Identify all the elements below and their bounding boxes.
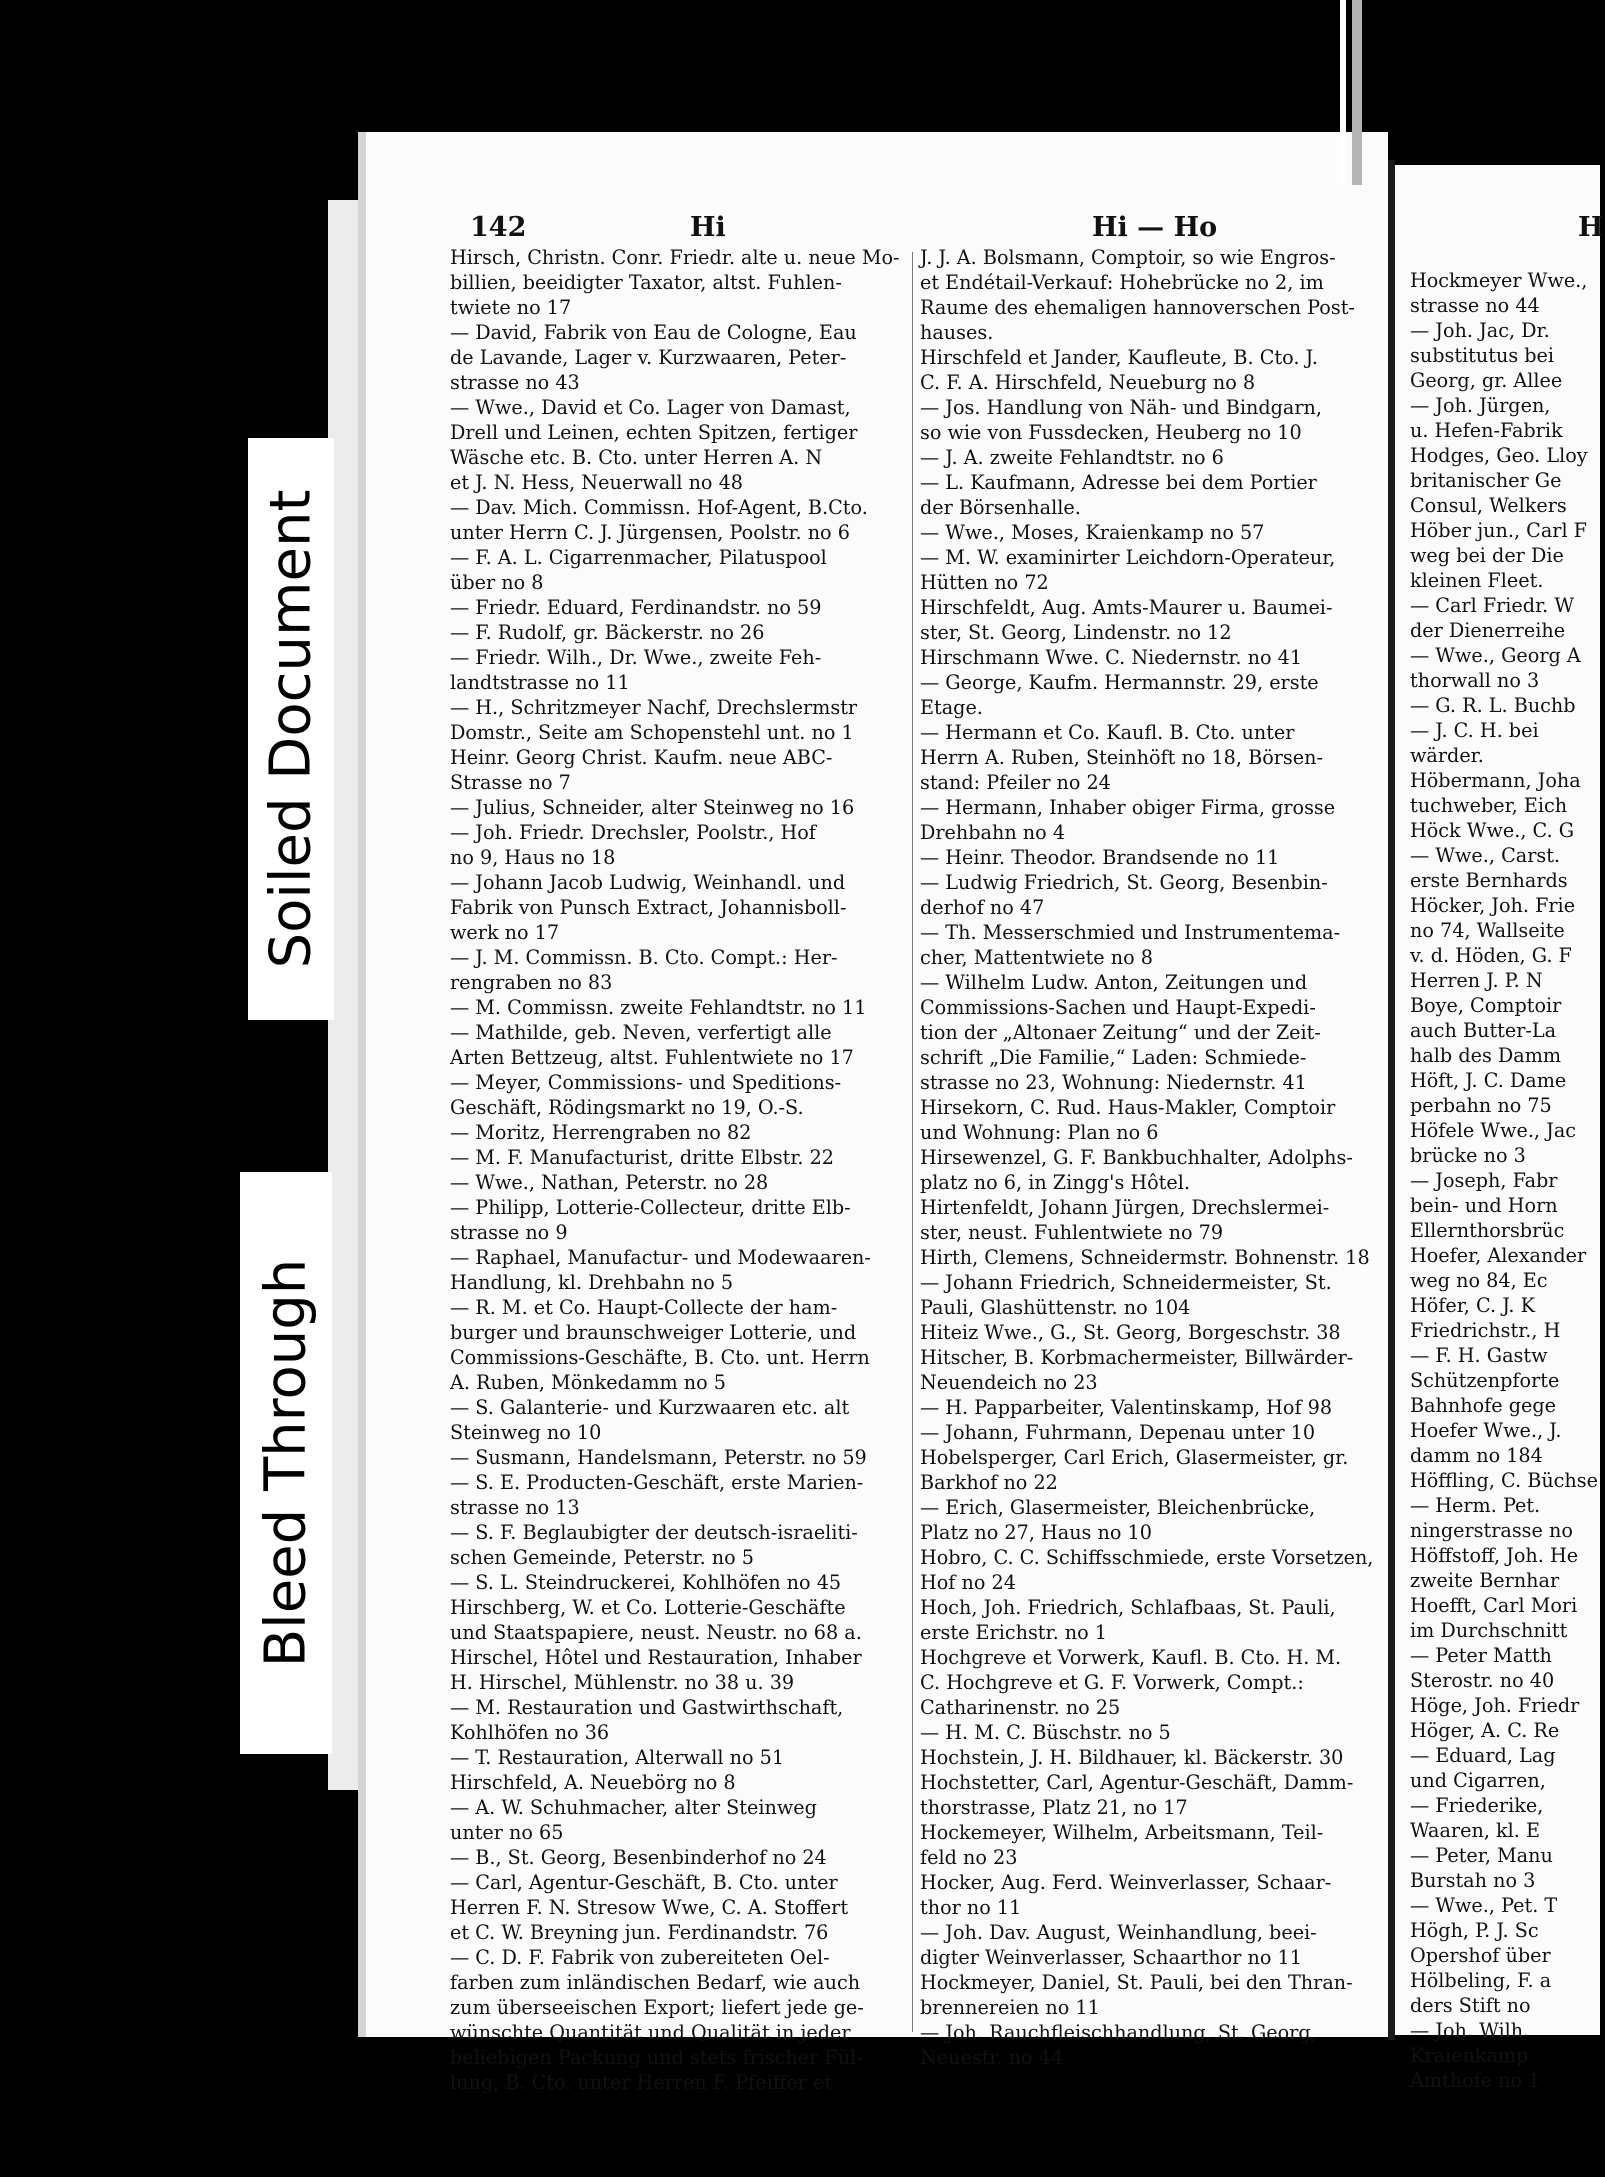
directory-line: derhof no 47 — [920, 896, 1045, 919]
directory-line: Commissions-Geschäfte, B. Cto. unt. Herrn — [450, 1346, 870, 1369]
directory-line: et C. W. Breyning jun. Ferdinandstr. 76 — [450, 1921, 829, 1944]
directory-line: Hirschmann Wwe. C. Niedernstr. no 41 — [920, 646, 1303, 669]
directory-line: — Joseph, Fabr — [1410, 1169, 1558, 1192]
directory-line: Hitscher, B. Korbmachermeister, Billwärder- — [920, 1346, 1354, 1369]
directory-line: strasse no 23, Wohnung: Niedernstr. 41 — [920, 1071, 1307, 1094]
soiled-document-text: Soiled Document — [258, 489, 323, 969]
running-head-right: H — [1578, 212, 1604, 243]
directory-line: Hoefft, Carl Mori — [1410, 1594, 1578, 1617]
directory-line: Högh, P. J. Sc — [1410, 1919, 1539, 1942]
directory-line: — H. M. C. Büschstr. no 5 — [920, 1721, 1171, 1744]
directory-line: — J. A. zweite Fehlandtstr. no 6 — [920, 446, 1224, 469]
directory-line: britanischer Ge — [1410, 469, 1562, 492]
directory-line: Domstr., Seite am Schopenstehl unt. no 1 — [450, 721, 854, 744]
directory-line: Raume des ehemaligen hannoverschen Post- — [920, 296, 1355, 319]
directory-line: Hirschfeld et Jander, Kaufleute, B. Cto. J. — [920, 346, 1318, 369]
directory-line: — S. Galanterie- und Kurzwaaren etc. alt — [450, 1396, 850, 1419]
directory-line: Hockmeyer Wwe., — [1410, 269, 1588, 292]
directory-line: — Joh. Dav. August, Weinhandlung, beei- — [920, 1921, 1317, 1944]
directory-line: A. Ruben, Mönkedamm no 5 — [450, 1371, 727, 1394]
directory-line: Hochgreve et Vorwerk, Kaufl. B. Cto. H. M. — [920, 1646, 1342, 1669]
directory-line: — M. Commissn. zweite Fehlandtstr. no 11 — [450, 996, 867, 1019]
directory-line: — Carl Friedr. W — [1410, 594, 1575, 617]
directory-line: H. Hirschel, Mühlenstr. no 38 u. 39 — [450, 1671, 795, 1694]
directory-line: — Joh. Jürgen, — [1410, 394, 1551, 417]
directory-line: Hockemeyer, Wilhelm, Arbeitsmann, Teil- — [920, 1821, 1324, 1844]
directory-line: zum überseeischen Export; liefert jede ge- — [450, 1996, 864, 2019]
directory-line: Höber jun., Carl F — [1410, 519, 1587, 542]
directory-line: Höbermann, Joha — [1410, 769, 1581, 792]
directory-line: — Joh. Rauchfleischhandlung, St. Georg, — [920, 2021, 1317, 2044]
directory-line: Hiteiz Wwe., G., St. Georg, Borgeschstr. 38 — [920, 1321, 1341, 1344]
directory-line: — Friedr. Eduard, Ferdinandstr. no 59 — [450, 596, 822, 619]
directory-line: schen Gemeinde, Peterstr. no 5 — [450, 1546, 754, 1569]
directory-line: — David, Fabrik von Eau de Cologne, Eau — [450, 321, 857, 344]
directory-line: Herren F. N. Stresow Wwe, C. A. Stoffert — [450, 1896, 849, 1919]
directory-line: — B., St. Georg, Besenbinderhof no 24 — [450, 1846, 827, 1869]
directory-line: hauses. — [920, 321, 994, 344]
directory-line: erste Erichstr. no 1 — [920, 1621, 1107, 1644]
directory-line: Hirsewenzel, G. F. Bankbuchhalter, Adolphs- — [920, 1146, 1353, 1169]
directory-line: thorwall no 3 — [1410, 669, 1540, 692]
directory-line: Strasse no 7 — [450, 771, 571, 794]
top-white-strip — [1340, 0, 1346, 185]
directory-line: schrift „Die Familie,“ Laden: Schmiede- — [920, 1046, 1307, 1069]
directory-line: Schützenpforte — [1410, 1369, 1560, 1392]
right-column — [1410, 268, 1605, 2093]
directory-line: J. J. A. Bolsmann, Comptoir, so wie Engros- — [920, 246, 1336, 269]
directory-line: Hirschfeld, A. Neuebörg no 8 — [450, 1771, 736, 1794]
directory-line: im Durchschnitt — [1410, 1619, 1568, 1642]
directory-line: perbahn no 75 — [1410, 1094, 1552, 1117]
soiled-document-label — [248, 438, 334, 1020]
directory-line: Opershof über — [1410, 1944, 1551, 1967]
directory-line: — Wwe., Carst. — [1410, 844, 1561, 867]
directory-line: Platz no 27, Haus no 10 — [920, 1521, 1152, 1544]
directory-line: — H., Schritzmeyer Nachf, Drechslermstr — [450, 696, 858, 719]
directory-line: — Joh. Friedr. Drechsler, Poolstr., Hof — [450, 821, 816, 844]
directory-line: beliebigen Packung und stets frischer Fül- — [450, 2046, 863, 2069]
directory-line: Kohlhöfen no 36 — [450, 1721, 610, 1744]
directory-line: — Johann Jacob Ludwig, Weinhandl. und — [450, 871, 846, 894]
directory-line: Höfer, C. J. K — [1410, 1294, 1535, 1317]
directory-line: Kraienkamp — [1410, 2044, 1529, 2067]
directory-line: — Wwe., Pet. T — [1410, 1894, 1558, 1917]
directory-line: — C. D. F. Fabrik von zubereiteten Oel- — [450, 1946, 830, 1969]
directory-line: — Julius, Schneider, alter Steinweg no 16 — [450, 796, 855, 819]
directory-line: Burstah no 3 — [1410, 1869, 1536, 1892]
directory-line: Hirsekorn, C. Rud. Haus-Makler, Comptoir — [920, 1096, 1336, 1119]
directory-line: Höfele Wwe., Jac — [1410, 1119, 1577, 1142]
directory-line: Commissions-Sachen und Haupt-Expedi- — [920, 996, 1316, 1019]
directory-line: — Philipp, Lotterie-Collecteur, dritte Elb- — [450, 1196, 851, 1219]
directory-line: Wäsche etc. B. Cto. unter Herren A. N — [450, 446, 823, 469]
directory-line: ster, neust. Fuhlentwiete no 79 — [920, 1221, 1224, 1244]
directory-line: — S. E. Producten-Geschäft, erste Marien- — [450, 1471, 864, 1494]
directory-line: Handlung, kl. Drehbahn no 5 — [450, 1271, 734, 1294]
directory-line: Neuestr. no 44 — [920, 2046, 1064, 2069]
directory-line: Hocker, Aug. Ferd. Weinverlasser, Schaar- — [920, 1871, 1332, 1894]
directory-line: — Meyer, Commissions- und Speditions- — [450, 1071, 842, 1094]
directory-line: thorstrasse, Platz 21, no 17 — [920, 1796, 1188, 1819]
directory-line: — R. M. et Co. Haupt-Collecte der ham- — [450, 1296, 838, 1319]
directory-line: — S. F. Beglaubigter der deutsch-israeliti- — [450, 1521, 858, 1544]
directory-line: billien, beeidigter Taxator, altst. Fuhlen- — [450, 271, 842, 294]
directory-line: — Eduard, Lag — [1410, 1744, 1556, 1767]
directory-line: — J. C. H. bei — [1410, 719, 1539, 742]
directory-line: Sterostr. no 40 — [1410, 1669, 1555, 1692]
directory-line: — Carl, Agentur-Geschäft, B. Cto. unter — [450, 1871, 838, 1894]
directory-line: über no 8 — [450, 571, 544, 594]
directory-line: — M. F. Manufacturist, dritte Elbstr. 22 — [450, 1146, 834, 1169]
directory-line: platz no 6, in Zingg's Hôtel. — [920, 1171, 1190, 1194]
directory-line: brücke no 3 — [1410, 1144, 1526, 1167]
directory-line: Hölbeling, F. a — [1410, 1969, 1552, 1992]
directory-line: burger und braunschweiger Lotterie, und — [450, 1321, 857, 1344]
directory-line: Hockmeyer, Daniel, St. Pauli, bei den Thran- — [920, 1971, 1353, 1994]
directory-line: Höft, J. C. Dame — [1410, 1069, 1567, 1092]
directory-line: — M. W. examinirter Leichdorn-Operateur, — [920, 546, 1336, 569]
directory-line: — Mathilde, geb. Neven, verfertigt alle — [450, 1021, 832, 1044]
directory-line: cher, Mattentwiete no 8 — [920, 946, 1153, 969]
directory-line: landtstrasse no 11 — [450, 671, 630, 694]
directory-line: — F. H. Gastw — [1410, 1344, 1548, 1367]
directory-line: Ellernthorsbrüc — [1410, 1219, 1565, 1242]
top-gray-strip — [1352, 0, 1362, 185]
column-rule — [912, 252, 913, 2032]
directory-line: damm no 184 — [1410, 1444, 1543, 1467]
left-column — [450, 245, 910, 2095]
directory-line: erste Bernhards — [1410, 869, 1568, 892]
directory-line: Amthofe no 1 — [1410, 2069, 1541, 2092]
directory-line: auch Butter-La — [1410, 1019, 1557, 1042]
directory-line: Hirschel, Hôtel und Restauration, Inhaber — [450, 1646, 862, 1669]
directory-line: — Heinr. Theodor. Brandsende no 11 — [920, 846, 1280, 869]
directory-line: strasse no 13 — [450, 1496, 580, 1519]
directory-line: und Staatspapiere, neust. Neustr. no 68 a. — [450, 1621, 862, 1644]
directory-line: Hirsch, Christn. Conr. Friedr. alte u. neue Mo- — [450, 246, 900, 269]
directory-line: Hirtenfeldt, Johann Jürgen, Drechslermei- — [920, 1196, 1330, 1219]
directory-line: thor no 11 — [920, 1896, 1022, 1919]
directory-line: — Peter, Manu — [1410, 1844, 1553, 1867]
directory-line: — F. Rudolf, gr. Bäckerstr. no 26 — [450, 621, 765, 644]
directory-line: Boye, Comptoir — [1410, 994, 1562, 1017]
directory-line: feld no 23 — [920, 1846, 1018, 1869]
running-head-left: Hi — [690, 212, 726, 243]
directory-line: so wie von Fussdecken, Heuberg no 10 — [920, 421, 1302, 444]
directory-line: Herren J. P. N — [1410, 969, 1543, 992]
directory-line: und Wohnung: Plan no 6 — [920, 1121, 1159, 1144]
directory-line: twiete no 17 — [450, 296, 572, 319]
middle-column — [920, 245, 1374, 2070]
directory-line: der Dienerreihe — [1410, 619, 1566, 642]
directory-line: kleinen Fleet. — [1410, 569, 1544, 592]
directory-line: — Dav. Mich. Commissn. Hof-Agent, B.Cto. — [450, 496, 868, 519]
directory-line: — A. W. Schuhmacher, alter Steinweg — [450, 1796, 817, 1819]
directory-line: — H. Papparbeiter, Valentinskamp, Hof 98 — [920, 1396, 1333, 1419]
directory-line: brennereien no 11 — [920, 1996, 1100, 2019]
directory-line: werk no 17 — [450, 921, 560, 944]
directory-line: — Johann, Fuhrmann, Depenau unter 10 — [920, 1421, 1316, 1444]
directory-line: Höge, Joh. Friedr — [1410, 1694, 1580, 1717]
directory-line: — M. Restauration und Gastwirthschaft, — [450, 1696, 844, 1719]
directory-line: C. F. A. Hirschfeld, Neueburg no 8 — [920, 371, 1256, 394]
directory-line: bein- und Horn — [1410, 1194, 1558, 1217]
directory-line: — Susmann, Handelsmann, Peterstr. no 59 — [450, 1446, 867, 1469]
directory-line: Fabrik von Punsch Extract, Johannisboll- — [450, 896, 847, 919]
directory-line: et J. N. Hess, Neuerwall no 48 — [450, 471, 743, 494]
directory-line: wünschte Quantität und Qualität in jeder — [450, 2021, 851, 2044]
directory-line: — Hermann, Inhaber obiger Firma, grosse — [920, 796, 1336, 819]
directory-line: ders Stift no — [1410, 1994, 1531, 2017]
directory-line: de Lavande, Lager v. Kurzwaaren, Peter- — [450, 346, 847, 369]
directory-line: Hochstetter, Carl, Agentur-Geschäft, Damm- — [920, 1771, 1354, 1794]
directory-line: — Ludwig Friedrich, St. Georg, Besenbin- — [920, 871, 1328, 894]
directory-line: Hoefer Wwe., J. — [1410, 1419, 1562, 1442]
directory-line: Hoch, Joh. Friedrich, Schlafbaas, St. Pauli, — [920, 1596, 1336, 1619]
directory-line: C. Hochgreve et G. F. Vorwerk, Compt.: — [920, 1671, 1304, 1694]
directory-line: — Erich, Glasermeister, Bleichenbrücke, — [920, 1496, 1316, 1519]
directory-line: — T. Restauration, Alterwall no 51 — [450, 1746, 785, 1769]
directory-line: Georg, gr. Allee — [1410, 369, 1563, 392]
directory-line: u. Hefen-Fabrik — [1410, 419, 1563, 442]
directory-line: ster, St. Georg, Lindenstr. no 12 — [920, 621, 1232, 644]
directory-line: Hütten no 72 — [920, 571, 1049, 594]
directory-line: Waaren, kl. E — [1410, 1819, 1540, 1842]
directory-line: v. d. Höden, G. F — [1410, 944, 1572, 967]
directory-line: strasse no 44 — [1410, 294, 1540, 317]
directory-line: — Friedr. Wilh., Dr. Wwe., zweite Feh- — [450, 646, 822, 669]
bleed-through-label — [240, 1172, 332, 1754]
directory-line: — Jos. Handlung von Näh- und Bindgarn, — [920, 396, 1322, 419]
directory-line: Catharinenstr. no 25 — [920, 1696, 1121, 1719]
directory-line: und Cigarren, — [1410, 1769, 1546, 1792]
directory-line: — J. M. Commissn. B. Cto. Compt.: Her- — [450, 946, 838, 969]
directory-line: — Raphael, Manufactur- und Modewaaren- — [450, 1246, 871, 1269]
directory-line: lung, B. Cto. unter Herren F. Pfeiffer et — [450, 2071, 833, 2094]
directory-line: — Friederike, — [1410, 1794, 1544, 1817]
book-spine — [1388, 160, 1395, 2040]
directory-line: weg bei der Die — [1410, 544, 1564, 567]
directory-line: — Moritz, Herrengraben no 82 — [450, 1121, 752, 1144]
directory-line: — S. L. Steindruckerei, Kohlhöfen no 45 — [450, 1571, 842, 1594]
directory-line: digter Weinverlasser, Schaarthor no 11 — [920, 1946, 1302, 1969]
directory-line: Hirschberg, W. et Co. Lotterie-Geschäfte — [450, 1596, 846, 1619]
directory-line: — Wwe., Nathan, Peterstr. no 28 — [450, 1171, 769, 1194]
directory-line: — L. Kaufmann, Adresse bei dem Portier — [920, 471, 1317, 494]
directory-line: Friedrichstr., H — [1410, 1319, 1561, 1342]
directory-line: Bahnhofe gege — [1410, 1394, 1556, 1417]
directory-line: stand: Pfeiler no 24 — [920, 771, 1111, 794]
directory-line: Höck Wwe., C. G — [1410, 819, 1575, 842]
directory-line: Pauli, Glashüttenstr. no 104 — [920, 1296, 1191, 1319]
directory-line: — Herm. Pet. — [1410, 1494, 1541, 1517]
directory-line: substitutus bei — [1410, 344, 1555, 367]
directory-line: Hirschfeldt, Aug. Amts-Maurer u. Baumei- — [920, 596, 1333, 619]
directory-line: — Peter Matth — [1410, 1644, 1552, 1667]
directory-line: — F. A. L. Cigarrenmacher, Pilatuspool — [450, 546, 827, 569]
directory-line: — Wwe., Moses, Kraienkamp no 57 — [920, 521, 1265, 544]
directory-line: — Th. Messerschmied und Instrumentema- — [920, 921, 1341, 944]
directory-line: rengraben no 83 — [450, 971, 613, 994]
directory-line: — Wilhelm Ludw. Anton, Zeitungen und — [920, 971, 1308, 994]
directory-line: Hoefer, Alexander — [1410, 1244, 1587, 1267]
directory-line: — Joh. Jac, Dr. — [1410, 319, 1550, 342]
directory-line: et Endétail-Verkauf: Hohebrücke no 2, im — [920, 271, 1324, 294]
directory-line: Hodges, Geo. Lloy — [1410, 444, 1588, 467]
directory-line: — G. R. L. Buchb — [1410, 694, 1576, 717]
directory-line: tuchweber, Eich — [1410, 794, 1568, 817]
directory-line: Höffling, C. Büchse — [1410, 1469, 1598, 1492]
directory-line: Höger, A. C. Re — [1410, 1719, 1560, 1742]
directory-line: Etage. — [920, 696, 983, 719]
running-head-center: Hi — Ho — [1092, 212, 1218, 243]
directory-line: Höffstoff, Joh. He — [1410, 1544, 1579, 1567]
directory-line: weg no 84, Ec — [1410, 1269, 1548, 1292]
directory-line: tion der „Altonaer Zeitung“ und der Zeit- — [920, 1021, 1321, 1044]
directory-line: — Joh. Wilh. — [1410, 2019, 1530, 2042]
directory-line: — Johann Friedrich, Schneidermeister, St. — [920, 1271, 1332, 1294]
directory-line: Neuendeich no 23 — [920, 1371, 1098, 1394]
directory-line: strasse no 43 — [450, 371, 580, 394]
directory-line: no 9, Haus no 18 — [450, 846, 616, 869]
directory-line: Hirth, Clemens, Schneidermstr. Bohnenstr. 18 — [920, 1246, 1370, 1269]
directory-line: Drehbahn no 4 — [920, 821, 1066, 844]
directory-line: ningerstrasse no — [1410, 1519, 1573, 1542]
bleed-through-text: Bleed Through — [253, 1258, 319, 1668]
directory-line: Drell und Leinen, echten Spitzen, fertiger — [450, 421, 858, 444]
directory-line: Consul, Welkers — [1410, 494, 1567, 517]
directory-line: unter Herrn C. J. Jürgensen, Poolstr. no 6 — [450, 521, 850, 544]
directory-line: Heinr. Georg Christ. Kaufm. neue ABC- — [450, 746, 833, 769]
directory-line: strasse no 9 — [450, 1221, 568, 1244]
directory-line: — George, Kaufm. Hermannstr. 29, erste — [920, 671, 1319, 694]
directory-line: Barkhof no 22 — [920, 1471, 1058, 1494]
directory-line: unter no 65 — [450, 1821, 564, 1844]
directory-line: Hobro, C. C. Schiffsschmiede, erste Vorsetzen, — [920, 1546, 1374, 1569]
directory-line: Hof no 24 — [920, 1571, 1016, 1594]
directory-line: der Börsenhalle. — [920, 496, 1081, 519]
directory-line: Herrn A. Ruben, Steinhöft no 18, Börsen- — [920, 746, 1323, 769]
directory-line: — Wwe., David et Co. Lager von Damast, — [450, 396, 851, 419]
directory-line: — Hermann et Co. Kaufl. B. Cto. unter — [920, 721, 1295, 744]
directory-line: Geschäft, Rödingsmarkt no 19, O.-S. — [450, 1096, 804, 1119]
directory-line: zweite Bernhar — [1410, 1569, 1560, 1592]
directory-line: farben zum inländischen Bedarf, wie auch — [450, 1971, 861, 1994]
directory-line: halb des Damm — [1410, 1044, 1562, 1067]
directory-line: Arten Bettzeug, altst. Fuhlentwiete no 17 — [450, 1046, 854, 1069]
directory-line: Hobelsperger, Carl Erich, Glasermeister, gr. — [920, 1446, 1349, 1469]
directory-line: Hochstein, J. H. Bildhauer, kl. Bäckerstr. 30 — [920, 1746, 1344, 1769]
directory-line: no 74, Wallseite — [1410, 919, 1565, 942]
page-number: 142 — [470, 212, 527, 243]
directory-line: wärder. — [1410, 744, 1484, 767]
directory-line: — Wwe., Georg A — [1410, 644, 1581, 667]
directory-line: Höcker, Joh. Frie — [1410, 894, 1576, 917]
directory-line: Steinweg no 10 — [450, 1421, 602, 1444]
